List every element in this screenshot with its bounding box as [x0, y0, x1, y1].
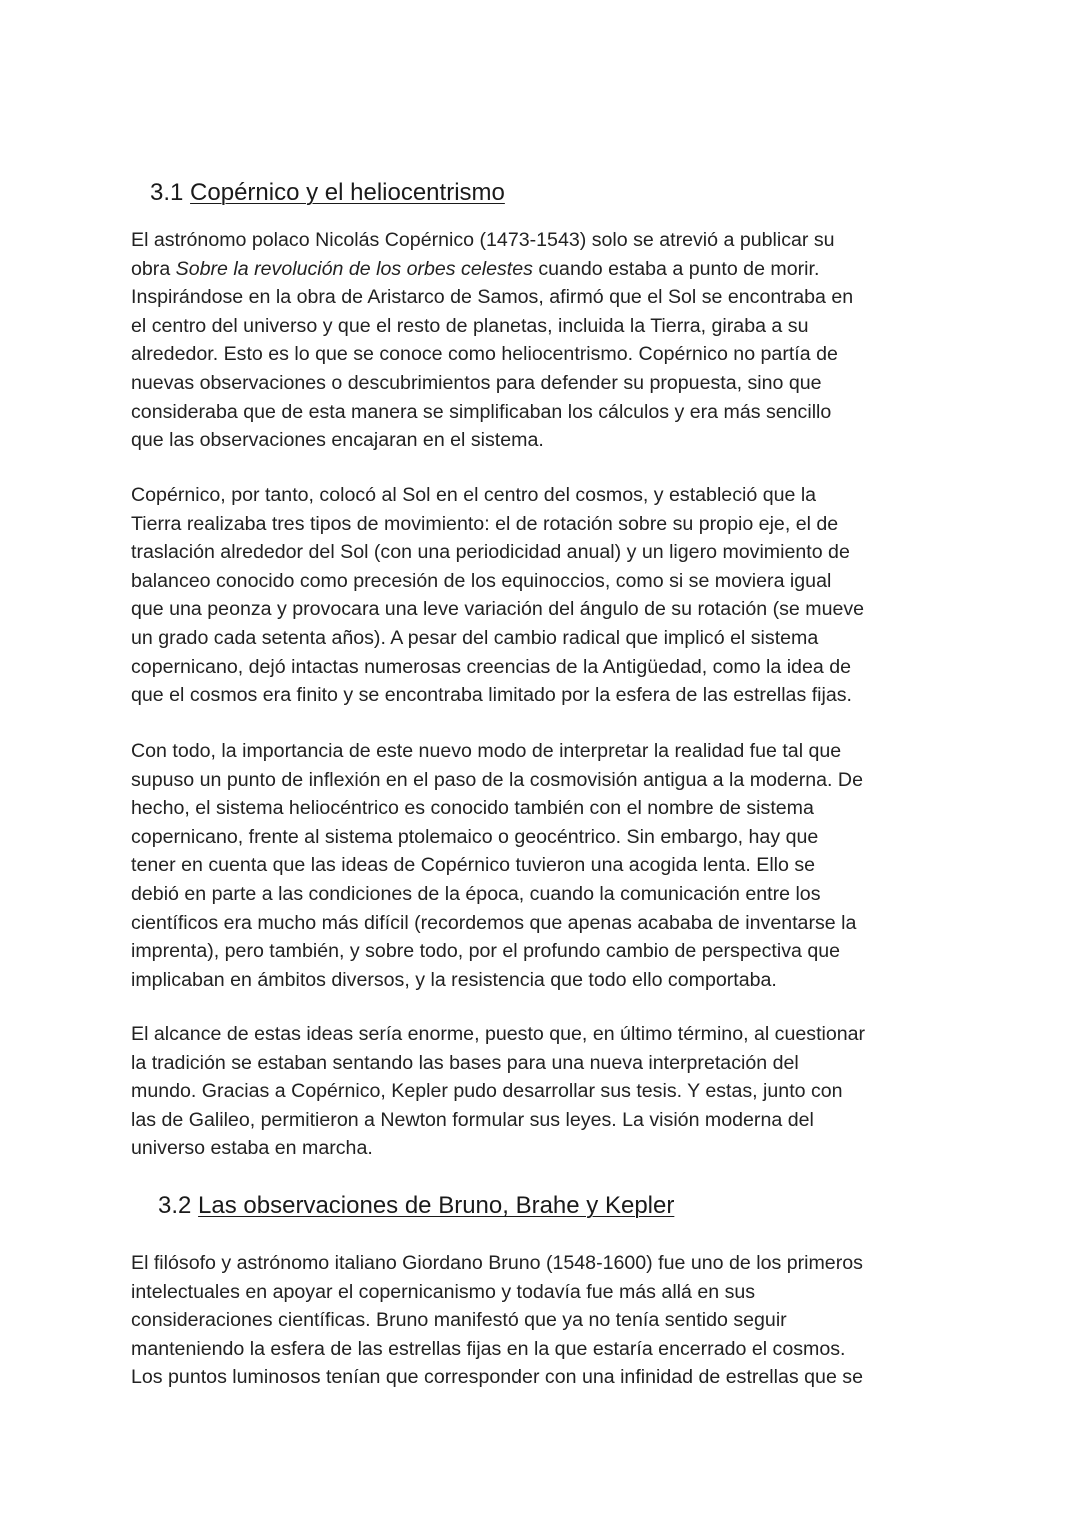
text-line: [131, 255, 853, 284]
text-line: consideraciones científicas. Bruno manifestó que ya no tenía sentido seguir: [131, 1309, 787, 1332]
text-line: traslación alrededor del Sol (con una periodicidad anual) y un ligero movimiento de: [131, 541, 850, 564]
text-line: nuevas observaciones o descubrimientos para defender su propuesta, sino que: [131, 371, 822, 394]
text-line: El alcance de estas ideas sería enorme, puesto que, en último término, al cuestionar: [131, 1023, 866, 1045]
paragraph: [131, 226, 853, 455]
paragraph: [131, 1020, 865, 1163]
section-heading: [158, 1191, 674, 1221]
section-number: 3.1: [150, 179, 184, 206]
paragraph: [131, 1249, 863, 1392]
section-heading: [150, 178, 505, 208]
text-line: intelectuales en apoyar el copernicanismo y todavía fue más allá en sus: [131, 1280, 756, 1303]
text-line: Los puntos luminosos tenían que corresponder con una infinidad de estrellas que se: [131, 1366, 863, 1389]
text-line: las de Galileo, permitieron a Newton formular sus leyes. La visión moderna del: [131, 1108, 814, 1131]
text-line: manteniendo la esfera de las estrellas fijas en la que estaría encerrado el cosmos.: [131, 1337, 846, 1360]
text-line: Inspirándose en la obra de Aristarco de Samos, afirmó que el Sol se encontraba en: [131, 286, 854, 309]
text-line: implicaban en ámbitos diversos, y la resistencia que todo ello comportaba.: [131, 968, 777, 991]
text-line: copernicano, dejó intactas numerosas creencias de la Antigüedad, como la idea de: [131, 655, 851, 678]
text-line: debió en parte a las condiciones de la época, cuando la comunicación entre los: [131, 882, 821, 905]
text-line: hecho, el sistema heliocéntrico es conocido también con el nombre de sistema: [131, 797, 814, 820]
text-span: cuando estaba a punto de morir.: [532, 257, 820, 280]
text-line: imprenta), pero también, y sobre todo, por el profundo cambio de perspectiva que: [131, 940, 841, 963]
text-line: Tierra realizaba tres tipos de movimiento: el de rotación sobre su propio eje, el de: [131, 512, 839, 535]
text-line: el centro del universo y que el resto de planetas, incluida la Tierra, giraba a su: [131, 314, 809, 337]
section-number: 3.2: [158, 1192, 192, 1219]
text-line: supuso un punto de inflexión en el paso de la cosmovisión antigua a la moderna. De: [131, 768, 863, 791]
section-title: Copérnico y el heliocentrismo: [190, 179, 505, 206]
text-line: universo estaba en marcha.: [131, 1137, 373, 1160]
text-line: la tradición se estaban sentando las bases para una nueva interpretación del: [131, 1051, 799, 1074]
text-line: consideraba que de esta manera se simplificaban los cálculos y era más sencillo: [131, 400, 832, 423]
text-line: un grado cada setenta años). A pesar del cambio radical que implicó el sistema: [131, 626, 819, 649]
text-line: mundo. Gracias a Copérnico, Kepler pudo desarrollar sus tesis. Y estas, junto con: [131, 1080, 843, 1103]
paragraph: [131, 481, 864, 710]
text-line: El filósofo y astrónomo italiano Giordano Bruno (1548-1600) fue uno de los primeros: [131, 1252, 863, 1274]
text-line: que el cosmos era finito y se encontraba limitado por la esfera de las estrellas fijas.: [131, 684, 852, 707]
text-line: tener en cuenta que las ideas de Copérnico tuvieron una acogida lenta. Ello se: [131, 854, 816, 877]
text-line: El astrónomo polaco Nicolás Copérnico (1473-1543) solo se atrevió a publicar su: [131, 229, 835, 251]
text-line: que una peonza y provocara una leve variación del ángulo de su rotación (se mueve: [131, 598, 865, 621]
text-line: Copérnico, por tanto, colocó al Sol en el centro del cosmos, y estableció que la: [131, 484, 817, 506]
text-line: copernicano, frente al sistema ptolemaico o geocéntrico. Sin embargo, hay que: [131, 825, 819, 848]
book-title: Sobre la revolución de los orbes celestes: [175, 257, 533, 280]
text-line: científicos era mucho más difícil (recordemos que apenas acababa de inventarse la: [131, 911, 857, 934]
text-line: que las observaciones encajaran en el sistema.: [131, 429, 544, 452]
text-line: alrededor. Esto es lo que se conoce como heliocentrismo. Copérnico no partía de: [131, 343, 838, 366]
section-title: Las observaciones de Bruno, Brahe y Kepler: [198, 1192, 675, 1219]
text-line: balanceo conocido como precesión de los equinoccios, como si se moviera igual: [131, 569, 832, 592]
paragraph: [131, 737, 863, 994]
text-span: obra: [131, 257, 176, 280]
text-line: Con todo, la importancia de este nuevo modo de interpretar la realidad fue tal que: [131, 740, 842, 762]
